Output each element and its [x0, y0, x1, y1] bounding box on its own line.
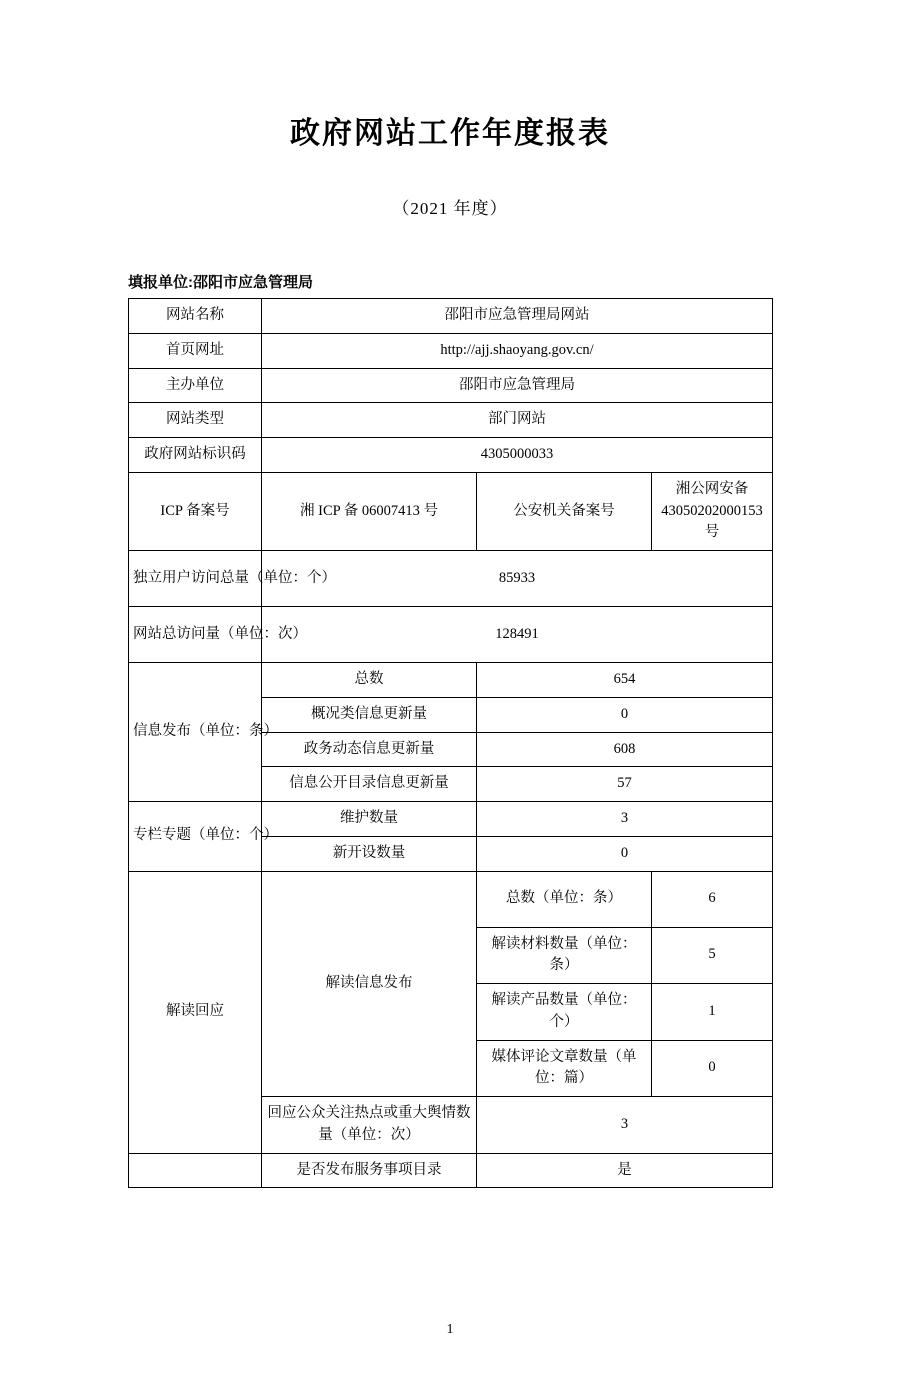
- page-title: 政府网站工作年度报表: [290, 117, 610, 150]
- interpret-label: 解读回应: [129, 871, 262, 1153]
- info-publish-row-name: 总数: [262, 663, 477, 698]
- service-catalog-value: 是: [477, 1153, 773, 1188]
- column-row-name: 维护数量: [262, 802, 477, 837]
- info-publish-row-value: 608: [477, 732, 773, 767]
- homepage-value: http://ajj.shaoyang.gov.cn/: [262, 333, 773, 368]
- icp-label: ICP 备案号: [129, 472, 262, 550]
- page-number: 1: [446, 1322, 454, 1337]
- info-publish-row-name: 信息公开目录信息更新量: [262, 767, 477, 802]
- interpret-row-name: 解读材料数量（单位：条）: [477, 927, 652, 984]
- police-label: 公安机关备案号: [477, 472, 652, 550]
- homepage-label: 首页网址: [129, 333, 262, 368]
- table-row: [129, 333, 773, 368]
- table-row: [129, 607, 773, 663]
- info-publish-row-name: 概况类信息更新量: [262, 697, 477, 732]
- service-catalog-label: 是否发布服务事项目录: [262, 1153, 477, 1188]
- interpret-publish-label: 解读信息发布: [262, 871, 477, 1097]
- table-row: [129, 871, 773, 927]
- info-publish-row-name: 政务动态信息更新量: [262, 732, 477, 767]
- unique-visitors-value: 85933: [262, 551, 773, 607]
- site-type-label: 网站类型: [129, 403, 262, 438]
- interpret-row-value: 1: [652, 984, 773, 1041]
- column-label: 专栏专题（单位：个）: [129, 802, 262, 872]
- table-row: [129, 551, 773, 607]
- site-name-value: 邵阳市应急管理局网站: [262, 299, 773, 334]
- interpret-row-value: 6: [652, 871, 773, 927]
- unique-visitors-label: 独立用户访问总量（单位：个）: [129, 551, 262, 607]
- gov-code-label: 政府网站标识码: [129, 438, 262, 473]
- interpret-row-value: 0: [652, 1040, 773, 1097]
- column-row-value: 0: [477, 836, 773, 871]
- site-name-label: 网站名称: [129, 299, 262, 334]
- info-publish-label: 信息发布（单位：条）: [129, 663, 262, 802]
- column-row-name: 新开设数量: [262, 836, 477, 871]
- response-value: 3: [477, 1097, 773, 1154]
- document-page: [0, 108, 900, 1380]
- sponsor-label: 主办单位: [129, 368, 262, 403]
- table-row: [129, 802, 773, 837]
- page-subtitle: （2021 年度）: [392, 199, 508, 218]
- total-visits-label: 网站总访问量（单位：次）: [129, 607, 262, 663]
- table-row: [129, 403, 773, 438]
- interpret-row-value: 5: [652, 927, 773, 984]
- response-label: 回应公众关注热点或重大舆情数量（单位：次）: [262, 1097, 477, 1154]
- annual-report-table: [128, 298, 773, 1188]
- report-unit: 填报单位:邵阳市应急管理局: [128, 274, 313, 291]
- interpret-row-name: 总数（单位：条）: [477, 871, 652, 927]
- column-row-value: 3: [477, 802, 773, 837]
- site-type-value: 部门网站: [262, 403, 773, 438]
- table-row: [129, 299, 773, 334]
- police-value: 湘公网安备 43050202000153 号: [652, 472, 773, 550]
- total-visits-value: 128491: [262, 607, 773, 663]
- interpret-row-name: 媒体评论文章数量（单位：篇）: [477, 1040, 652, 1097]
- sponsor-value: 邵阳市应急管理局: [262, 368, 773, 403]
- table-row: [129, 472, 773, 550]
- table-row: [129, 368, 773, 403]
- table-row: [129, 663, 773, 698]
- icp-value: 湘 ICP 备 06007413 号: [262, 472, 477, 550]
- table-row: [129, 438, 773, 473]
- info-publish-row-value: 0: [477, 697, 773, 732]
- info-publish-row-value: 654: [477, 663, 773, 698]
- info-publish-row-value: 57: [477, 767, 773, 802]
- empty-cell: [129, 1153, 262, 1188]
- gov-code-value: 4305000033: [262, 438, 773, 473]
- interpret-row-name: 解读产品数量（单位：个）: [477, 984, 652, 1041]
- table-row: [129, 1153, 773, 1188]
